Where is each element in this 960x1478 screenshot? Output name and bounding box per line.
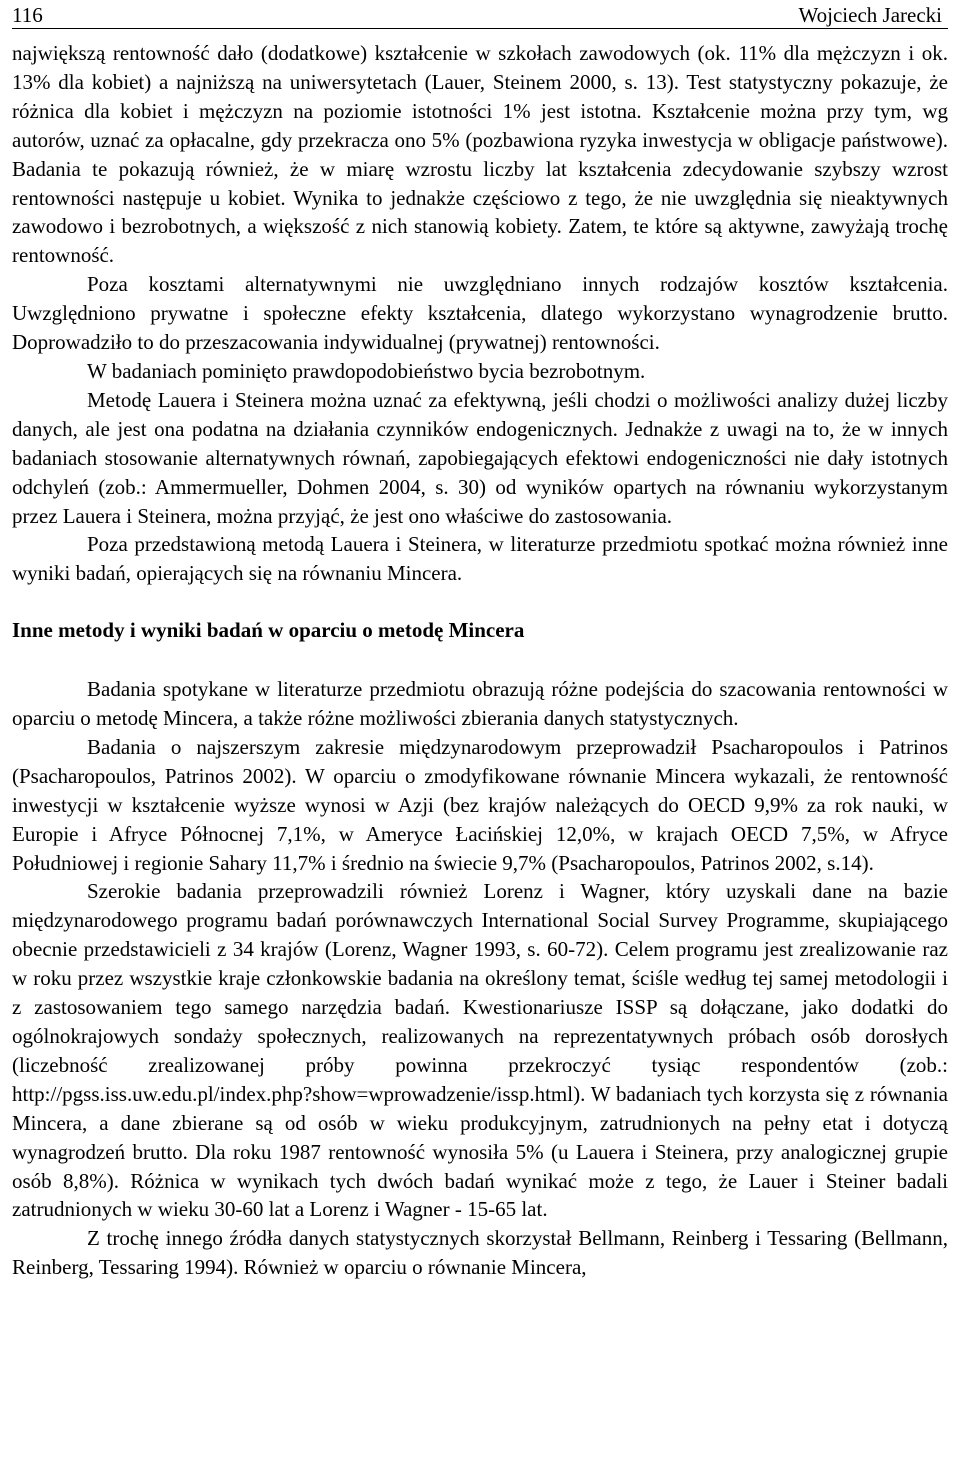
running-header	[12, 0, 948, 29]
section-heading: Inne metody i wyniki badań w oparciu o metodę Mincera	[12, 618, 525, 643]
paragraph: Badania o najszerszym zakresie międzynarodowym przeprowadził Psacharopoulos i Patrinos (Psacharopoulos, Patrinos 2002). W oparciu o zmodyfikowane równanie Mincera wykazali, że rentowność inwestycji w kształcenie wyższe wynosi w Azji (bez krajów należących do OECD 9,9% za rok nauki, w Europie i Afryce Północnej 7,1%, w Ameryce Łacińskiej 12,0%, w krajach OECD 7,5%, w Afryce Południowej i regionie Sahary 11,7% i średnio na świecie 9,7% (Psacharopoulos, Patrinos 2002, s.14).	[12, 734, 948, 875]
paragraph: Badania spotykane w literaturze przedmiotu obrazują różne podejścia do szacowania rentowności w oparciu o metodę Mincera, a także różne możliwości zbierania danych statystycznych.	[12, 677, 948, 731]
paragraph: Poza kosztami alternatywnymi nie uwzględniano innych rodzajów kosztów kształcenia. Uwzględniono prywatne i społeczne efekty kształcenia, dlatego wykorzystano wynagrodzenie brutto. Doprowadziło to do przeszacowania indywidualnej (prywatnej) rentowności.	[12, 272, 948, 355]
paragraph: Poza przedstawioną metodą Lauera i Steinera, w literaturze przedmiotu spotkać można również inne wyniki badań, opierających się na równaniu Mincera.	[12, 532, 948, 586]
paragraph: Z trochę innego źródła danych statystycznych skorzystał Bellmann, Reinberg i Tessaring (Bellmann, Reinberg, Tessaring 1994). Również w oparciu o równanie Mincera,	[12, 1226, 948, 1280]
paragraph: największą rentowność dało (dodatkowe) kształcenie w szkołach zawodowych (ok. 11% dla mężczyzn i ok. 13% dla kobiet) a najniższą na uniwersytetach (Lauer, Steinem 2000, s. 13). Test statystyczny pokazuje, że różnica dla kobiet i mężczyzn na poziomie istotności 1% jest istotna. Kształcenie można przy tym, wg autorów, uznać za opłacalne, gdy przekracza ono 5% (pozbawiona ryzyka inwestycja w obligacje państwowe). Badania te pokazują również, że w miarę wzrostu liczby lat kształcenia zdecydowanie szybszy wzrost rentowności następuje u kobiet. Wynika to jednakże częściowo z tego, że nie uwzględnia się nieaktywnych zawodowo i bezrobotnych, a większość z nich stanowią kobiety. Zatem, te które są aktywne, zawyżają trochę rentowność.	[12, 41, 948, 268]
page-body	[12, 39, 948, 1282]
paragraph: Metodę Lauera i Steinera można uznać za efektywną, jeśli chodzi o możliwości analizy dużej liczby danych, ale jest ona podatna na działania czynników endogenicznych. Jednakże z uwagi na to, że w innych badaniach stosowanie alternatywnych równań, zapobiegających efektowi endogeniczności nie dały istotnych odchyleń (zob.: Ammermueller, Dohmen 2004, s. 30) od wyników opartych na równaniu wykorzystanym przez Lauera i Steinera, można przyjąć, że jest ono właściwe do zastosowania.	[12, 387, 948, 528]
page-number: 116	[12, 3, 43, 27]
running-author: Wojciech Jarecki	[798, 3, 942, 27]
paragraph: W badaniach pominięto prawdopodobieństwo bycia bezrobotnym.	[87, 358, 646, 383]
paragraph: Szerokie badania przeprowadzili również Lorenz i Wagner, który uzyskali dane na bazie międzynarodowego programu badań porównawczych International Social Survey Programme, skupiającego obecnie przedstawicieli z 34 krajów (Lorenz, Wagner 1993, s. 60-72). Celem programu jest zrealizowanie raz w roku przez wszystkie kraje członkowskie badania na określony temat, ściśle według tej samej metodologii i z zastosowaniem tego samego narzędzia badań. Kwestionariusze ISSP są dołączane, jako dodatki do ogólnokrajowych sondaży społecznych, realizowanych na reprezentatywnych próbach osób dorosłych (liczebność zrealizowanej próby powinna przekroczyć tysiąc respondentów (zob.: http://pgss.iss.uw.edu.pl/index.php?show=wprowadzenie/issp.html). W badaniach tych korzysta się z równania Mincera, a dane zbierane są od osób w wieku produkcyjnym, zatrudnionych na pełny etat i dotyczą wynagrodzeń brutto. Dla roku 1987 rentowność wynosiła 5% (u Lauera i Steinera, przy analogicznej grupie osób 8,8%). Różnica w wynikach tych dwóch badań wynikać może z tego, że Lauer i Steiner badali zatrudnionych w wieku 30-60 lat a Lorenz i Wagner - 15-65 lat.	[12, 879, 948, 1222]
